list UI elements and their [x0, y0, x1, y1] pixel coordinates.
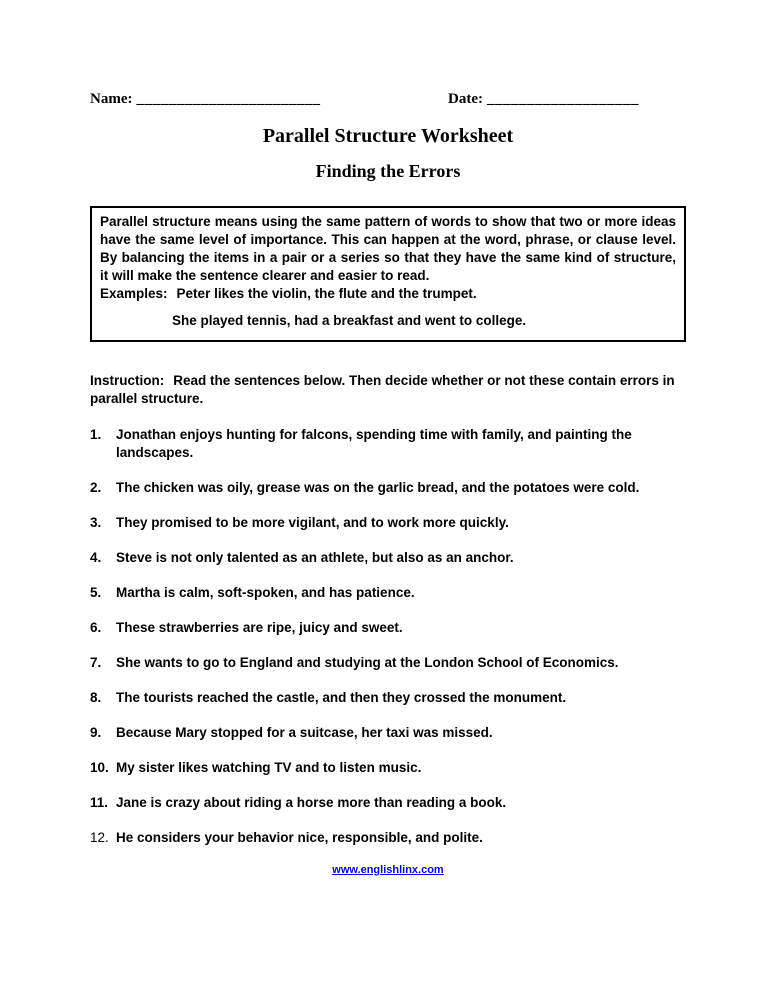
item-number: 9. — [90, 725, 102, 740]
instruction-paragraph — [90, 372, 686, 408]
item-text: Because Mary stopped for a suitcase, her taxi was missed. — [116, 725, 493, 740]
name-label: Name: — [90, 91, 133, 107]
item-text: The tourists reached the castle, and then they crossed the monument. — [116, 690, 567, 705]
list-item — [90, 549, 686, 567]
name-blank-line: _______________________ — [136, 91, 321, 107]
item-number: 1. — [90, 427, 102, 442]
item-number: 2. — [90, 480, 102, 495]
item-number: 7. — [90, 655, 102, 670]
website-link[interactable]: www.englishlinx.com — [332, 864, 444, 876]
item-number: 3. — [90, 515, 102, 530]
list-item — [90, 426, 686, 462]
header-fields — [90, 90, 686, 108]
item-number: 11. — [90, 795, 109, 810]
list-item — [90, 619, 686, 637]
date-blank-line: ___________________ — [486, 91, 639, 107]
definition-box — [90, 206, 686, 342]
page-subtitle: Finding the Errors — [315, 161, 461, 181]
item-text: Martha is calm, soft-spoken, and has patience. — [116, 585, 415, 600]
list-item — [90, 829, 686, 847]
list-item — [90, 724, 686, 742]
date-field — [448, 90, 639, 108]
date-label: Date: — [448, 91, 483, 107]
list-item — [90, 479, 686, 497]
list-item — [90, 759, 686, 777]
item-text: My sister likes watching TV and to listen music. — [116, 760, 422, 775]
item-text: Jonathan enjoys hunting for falcons, spending time with family, and painting the landscapes. — [116, 427, 632, 460]
item-text: These strawberries are ripe, juicy and sweet. — [116, 620, 403, 635]
item-text: He considers your behavior nice, responsible, and polite. — [116, 830, 483, 845]
item-text: Steve is not only talented as an athlete, but also as an anchor. — [116, 550, 514, 565]
footer — [90, 864, 686, 876]
sentence-list — [90, 426, 686, 847]
item-text: They promised to be more vigilant, and to work more quickly. — [116, 515, 509, 530]
item-number: 12. — [90, 830, 109, 845]
item-text: Jane is crazy about riding a horse more than reading a book. — [116, 795, 507, 810]
example-sentence-1: Peter likes the violin, the flute and the trumpet. — [176, 286, 477, 301]
list-item — [90, 514, 686, 532]
list-item — [90, 584, 686, 602]
list-item — [90, 654, 686, 672]
item-number: 6. — [90, 620, 102, 635]
list-item — [90, 794, 686, 812]
name-field — [90, 90, 448, 108]
examples-label: Examples: — [100, 286, 168, 301]
item-number: 8. — [90, 690, 102, 705]
page-title: Parallel Structure Worksheet — [262, 125, 514, 147]
item-text: The chicken was oily, grease was on the garlic bread, and the potatoes were cold. — [116, 480, 640, 495]
instruction-text: Read the sentences below. Then decide whether or not these contain errors in parallel structure. — [90, 373, 675, 406]
definition-paragraph: Parallel structure means using the same pattern of words to show that two or more ideas have the same level of importance. This can happen at the word, phrase, or clause level. By balancing the items in a pair or a series so that they have the same kind of structure, it will make the sentence clearer and easier to read. — [100, 214, 676, 283]
examples-line — [100, 285, 676, 303]
example-sentence-2: She played tennis, had a breakfast and went to college. — [172, 313, 527, 328]
item-text: She wants to go to England and studying at the London School of Economics. — [116, 655, 619, 670]
item-number: 10. — [90, 760, 109, 775]
list-item — [90, 689, 686, 707]
instruction-label: Instruction: — [90, 373, 165, 388]
item-number: 4. — [90, 550, 102, 565]
item-number: 5. — [90, 585, 102, 600]
